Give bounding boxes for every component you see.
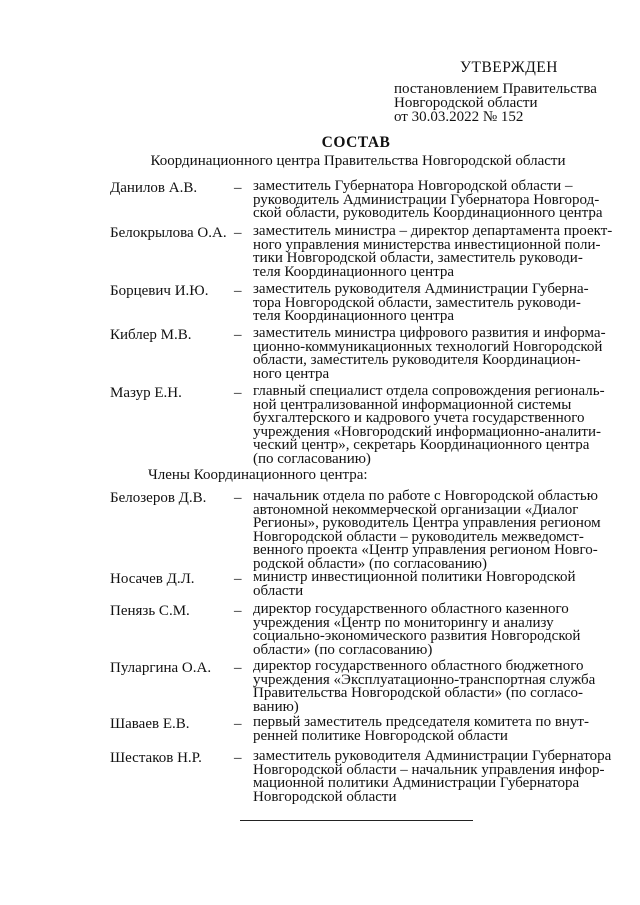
person-position <box>253 327 605 381</box>
dash-separator: – <box>234 225 242 241</box>
dash-separator: – <box>234 385 242 401</box>
approval-line: Новгородской области <box>394 95 538 111</box>
members-heading: Члены Координационного центра: <box>148 467 368 483</box>
person-name: Шаваев Е.В. <box>110 716 190 732</box>
position-line: бухгалтерского и кадрового учета государственного <box>253 410 585 427</box>
position-line: ческий центр», секретарь Координационного центра <box>253 437 590 454</box>
person-name: Пенязь С.М. <box>110 603 190 619</box>
person-name: Пуларгина О.А. <box>110 660 212 676</box>
position-line: ской области, руководитель Координационного центра <box>253 205 603 222</box>
person-position <box>253 385 605 467</box>
person-position <box>253 660 605 714</box>
dash-separator: – <box>234 490 242 506</box>
position-line: ного центра <box>253 365 330 382</box>
position-line: тора Новгородской области, заместитель руководи- <box>253 294 581 311</box>
position-line: области <box>253 582 304 599</box>
position-line: (по согласованию) <box>253 450 371 467</box>
person-position <box>253 603 605 657</box>
position-line: области, заместитель руководителя Координацион- <box>253 352 581 369</box>
position-line: начальник отдела по работе с Новгородской областью <box>253 488 598 504</box>
position-line: директор государственного областного бюджетного <box>253 658 584 674</box>
position-line: венного проекта «Центр управления регионом Новго- <box>253 542 598 559</box>
position-line: первый заместитель председателя комитета по внут- <box>253 714 589 730</box>
person-name: Киблер М.В. <box>110 327 192 343</box>
closing-divider <box>240 820 473 821</box>
position-line: ванию) <box>253 698 299 715</box>
person-name: Мазур Е.Н. <box>110 385 182 401</box>
person-position <box>253 748 612 805</box>
document-title: СОСТАВ <box>321 134 391 151</box>
person-name: Данилов А.В. <box>110 180 198 196</box>
person-name: Белозеров Д.В. <box>110 490 207 506</box>
dash-separator: – <box>234 716 242 732</box>
person-name: Белокрылова О.А. <box>110 225 227 241</box>
position-line: министр инвестиционной политики Новгородской <box>253 569 576 585</box>
position-line: учреждения «Центр по мониторингу и анализу <box>253 614 554 631</box>
position-line: заместитель Губернатора Новгородской области – <box>253 178 573 194</box>
document-subtitle: Координационного центра Правительства Новгородской области <box>150 153 566 169</box>
position-line: заместитель руководителя Администрации Губерна- <box>253 281 589 297</box>
position-line: ного управления министерства инвестиционной поли- <box>253 236 601 253</box>
person-name: Носачев Д.Л. <box>110 571 195 587</box>
position-line: главный специалист отдела сопровождения региональ- <box>253 383 605 399</box>
person-position <box>253 490 605 572</box>
person-name: Шестаков Н.Р. <box>110 750 202 766</box>
position-line: Новгородской области – руководитель межведомст- <box>253 528 584 545</box>
dash-separator: – <box>234 571 242 587</box>
position-line: руководитель Администрации Губернатора Новгород- <box>253 191 600 208</box>
approval-line: от 30.03.2022 № 152 <box>394 109 524 125</box>
dash-separator: – <box>234 283 242 299</box>
person-name: Борцевич И.Ю. <box>110 283 209 299</box>
dash-separator: – <box>234 660 242 676</box>
approval-heading: УТВЕРЖДЕН <box>460 59 558 76</box>
position-line: мационной политики Администрации Губернатора <box>253 775 580 792</box>
person-position <box>253 716 605 743</box>
position-line: Правительства Новгородской области» (по согласо- <box>253 685 584 702</box>
position-line: заместитель руководителя Администрации Губернатора <box>253 748 612 764</box>
position-line: социально-экономического развития Новгородской <box>253 628 581 645</box>
position-line: директор государственного областного казенного <box>253 601 569 617</box>
dash-separator: – <box>234 750 242 766</box>
person-position <box>253 223 613 280</box>
dash-separator: – <box>234 180 242 196</box>
position-line: ционно-коммуникационных технологий Новгородской <box>253 338 603 355</box>
position-line: заместитель министра цифрового развития и информа- <box>253 325 606 341</box>
position-line: теля Координационного центра <box>253 263 454 280</box>
approval-line: постановлением Правительства <box>394 81 597 97</box>
position-line: области» (по согласованию) <box>253 641 433 658</box>
person-position <box>253 571 605 598</box>
position-line: заместитель министра – директор департамента проект- <box>253 223 613 239</box>
position-line: Регионы», руководитель Центра управления регионом <box>253 515 601 532</box>
position-line: Новгородской области <box>253 788 397 805</box>
position-line: учреждения «Новгородский информационно-аналити- <box>253 423 601 440</box>
person-position <box>253 180 605 221</box>
position-line: автономной некоммерческой организации «Диалог <box>253 501 579 518</box>
person-position <box>253 283 605 324</box>
position-line: тики Новгородской области, заместитель руководи- <box>253 250 583 267</box>
position-line: теля Координационного центра <box>253 308 454 325</box>
position-line: родской области» (по согласованию) <box>253 555 487 572</box>
position-line: ренней политике Новгородской области <box>253 727 508 744</box>
dash-separator: – <box>234 327 242 343</box>
position-line: ной централизованной информационной системы <box>253 396 572 413</box>
position-line: Новгородской области – начальник управления инфор- <box>253 761 605 778</box>
dash-separator: – <box>234 603 242 619</box>
position-line: учреждения «Эксплуатационно-транспортная служба <box>253 671 596 688</box>
